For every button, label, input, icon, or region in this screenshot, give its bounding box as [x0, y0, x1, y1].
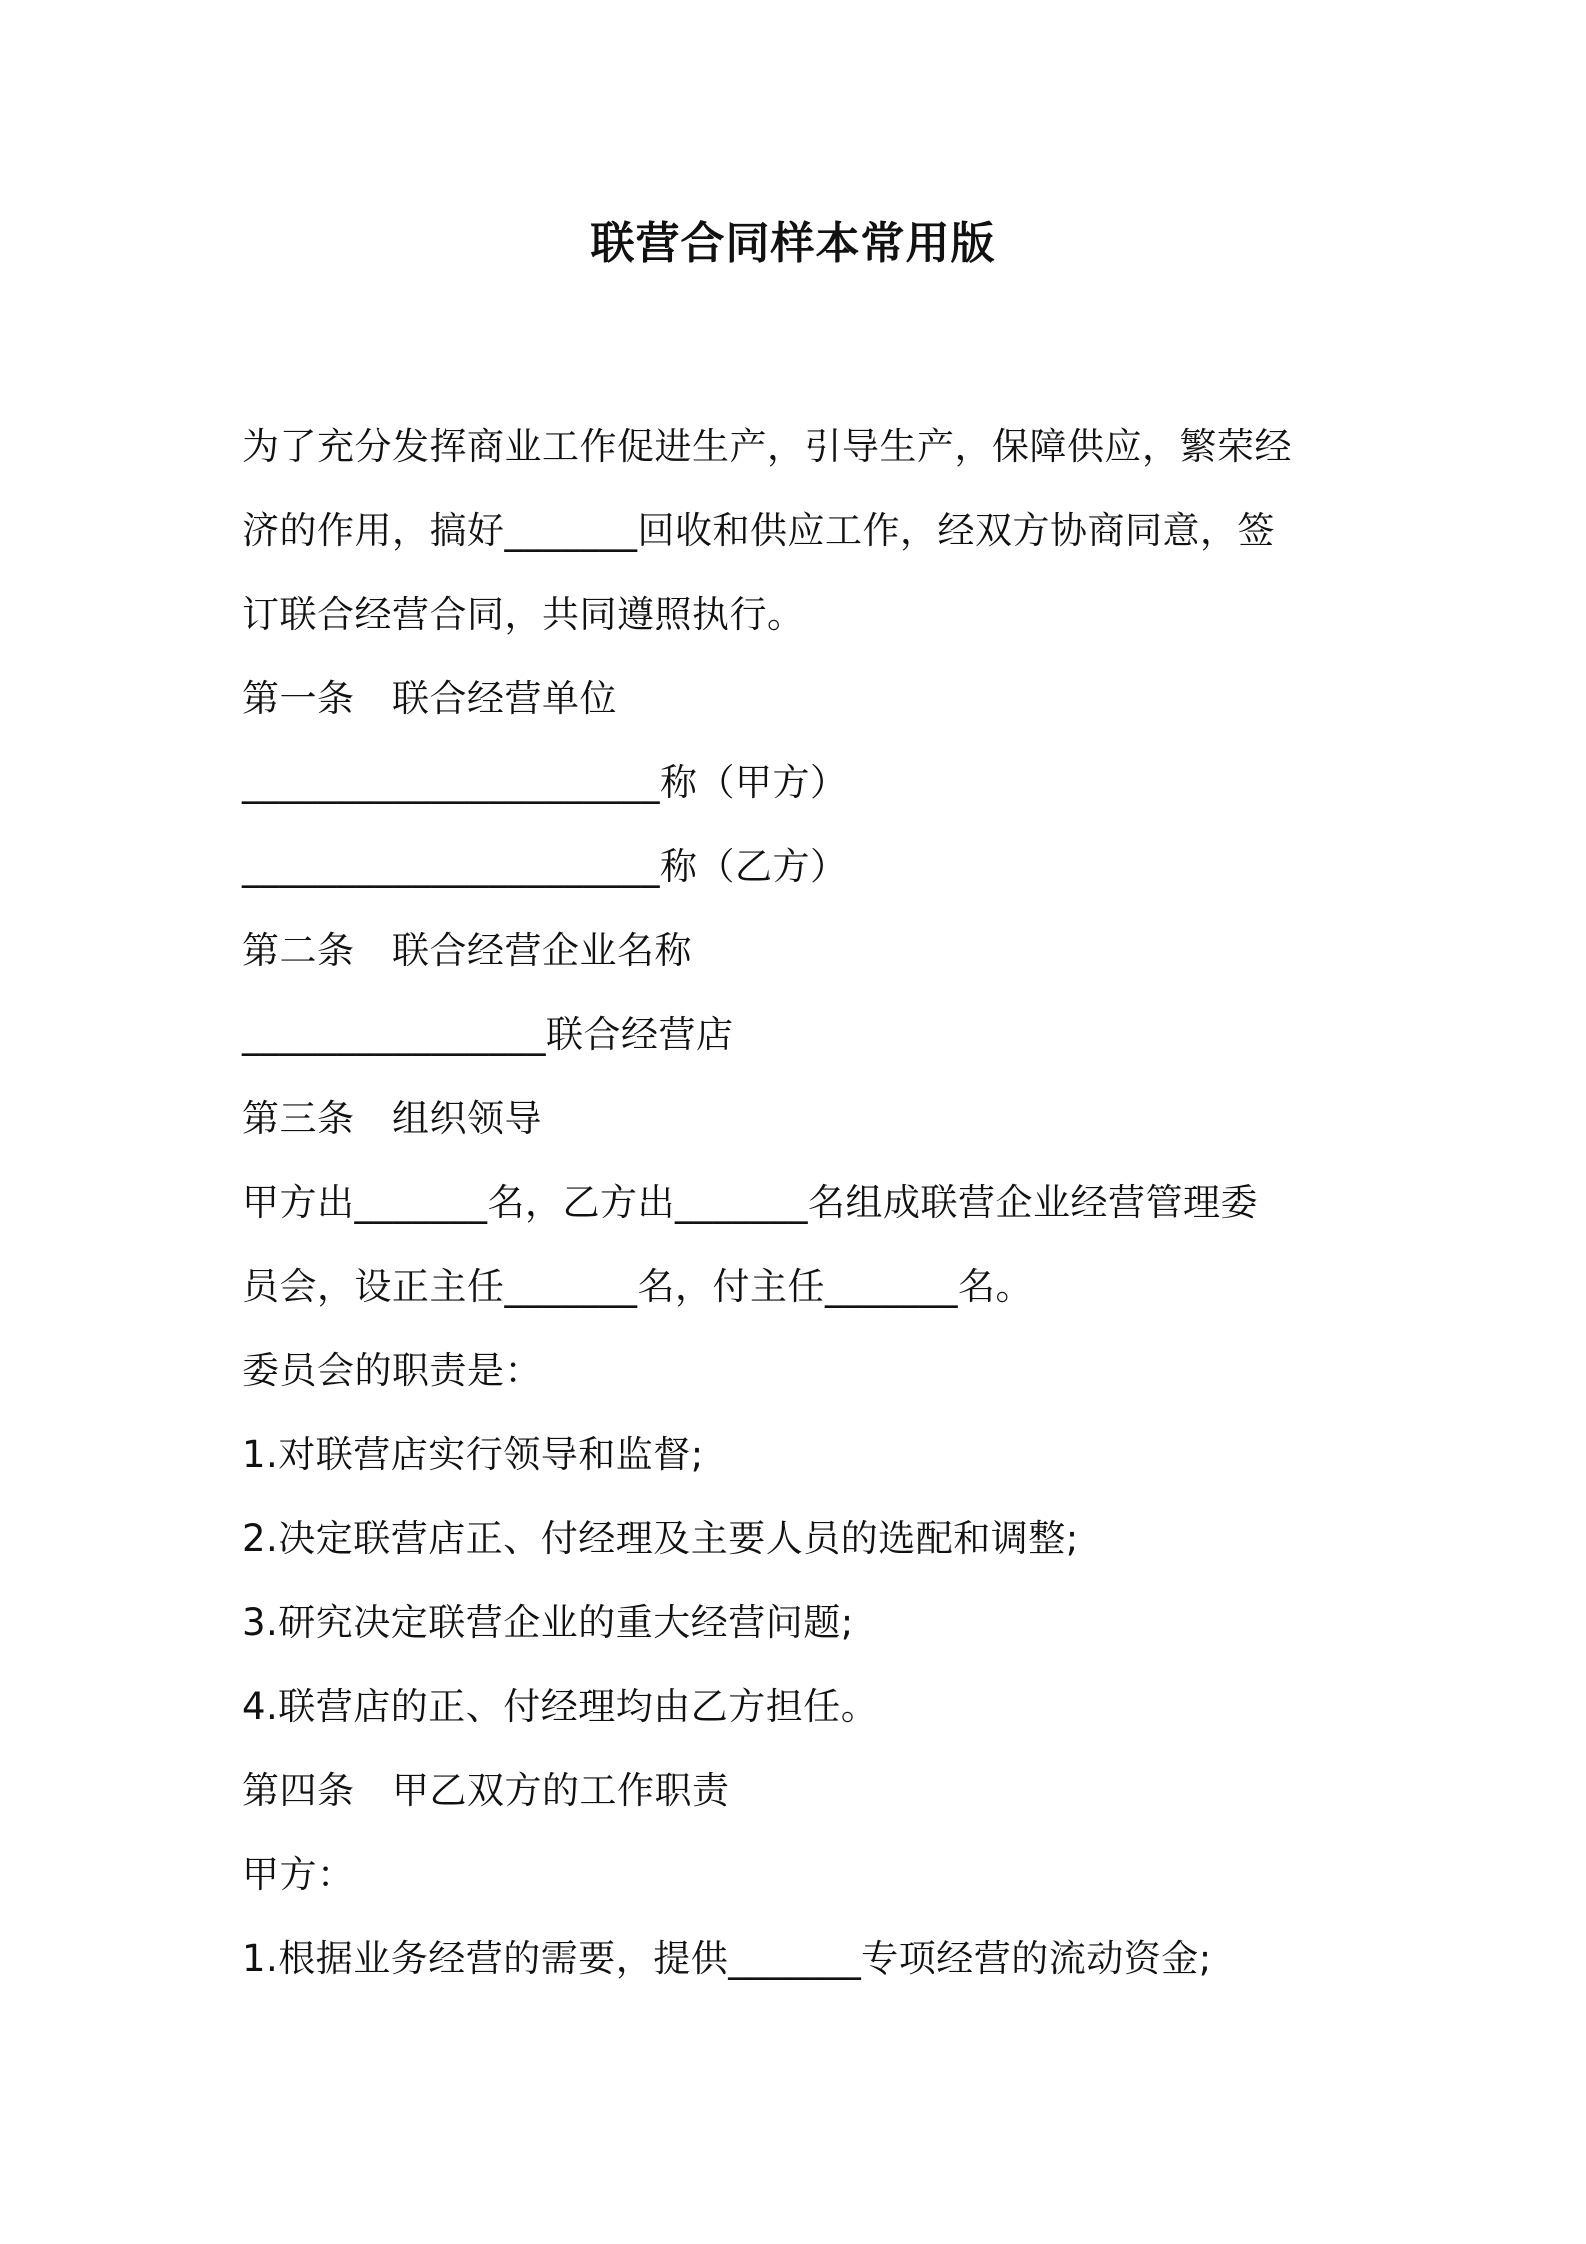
article-1-heading: 第一条 联合经营单位 — [242, 677, 617, 720]
committee-composition-line-2: 员会，设正主任_______名，付主任_______名。 — [242, 1265, 1033, 1308]
committee-duty-4: 4.联营店的正、付经理均由乙方担任。 — [242, 1685, 879, 1728]
party-a-duty-1: 1.根据业务经营的需要，提供_______专项经营的流动资金; — [242, 1937, 1212, 1980]
article-4-heading: 第四条 甲乙双方的工作职责 — [242, 1769, 730, 1812]
committee-duty-3: 3.研究决定联营企业的重大经营问题; — [242, 1601, 854, 1644]
party-b-name-line: ______________________称（乙方） — [242, 845, 848, 888]
paragraph-intro-line-3: 订联合经营合同，共同遵照执行。 — [242, 593, 805, 636]
article-3-heading: 第三条 组织领导 — [242, 1097, 542, 1140]
committee-duty-1: 1.对联营店实行领导和监督; — [242, 1433, 704, 1476]
committee-duties-heading: 委员会的职责是： — [242, 1349, 542, 1392]
committee-composition-line-1: 甲方出_______名，乙方出_______名组成联营企业经营管理委 — [242, 1181, 1258, 1224]
committee-duty-2: 2.决定联营店正、付经理及主要人员的选配和调整; — [242, 1517, 1079, 1560]
party-a-name-line: ______________________称（甲方） — [242, 761, 848, 804]
paragraph-intro-line-2: 济的作用，搞好_______回收和供应工作，经双方协商同意，签 — [242, 509, 1275, 552]
party-a-duties-heading: 甲方： — [242, 1853, 355, 1896]
document-title: 联营合同样本常用版 — [590, 218, 996, 269]
paragraph-intro-line-1: 为了充分发挥商业工作促进生产，引导生产，保障供应，繁荣经 — [242, 425, 1292, 468]
article-2-heading: 第二条 联合经营企业名称 — [242, 929, 692, 972]
document-body — [242, 405, 1362, 2001]
enterprise-name-line: ________________联合经营店 — [242, 1013, 734, 1056]
